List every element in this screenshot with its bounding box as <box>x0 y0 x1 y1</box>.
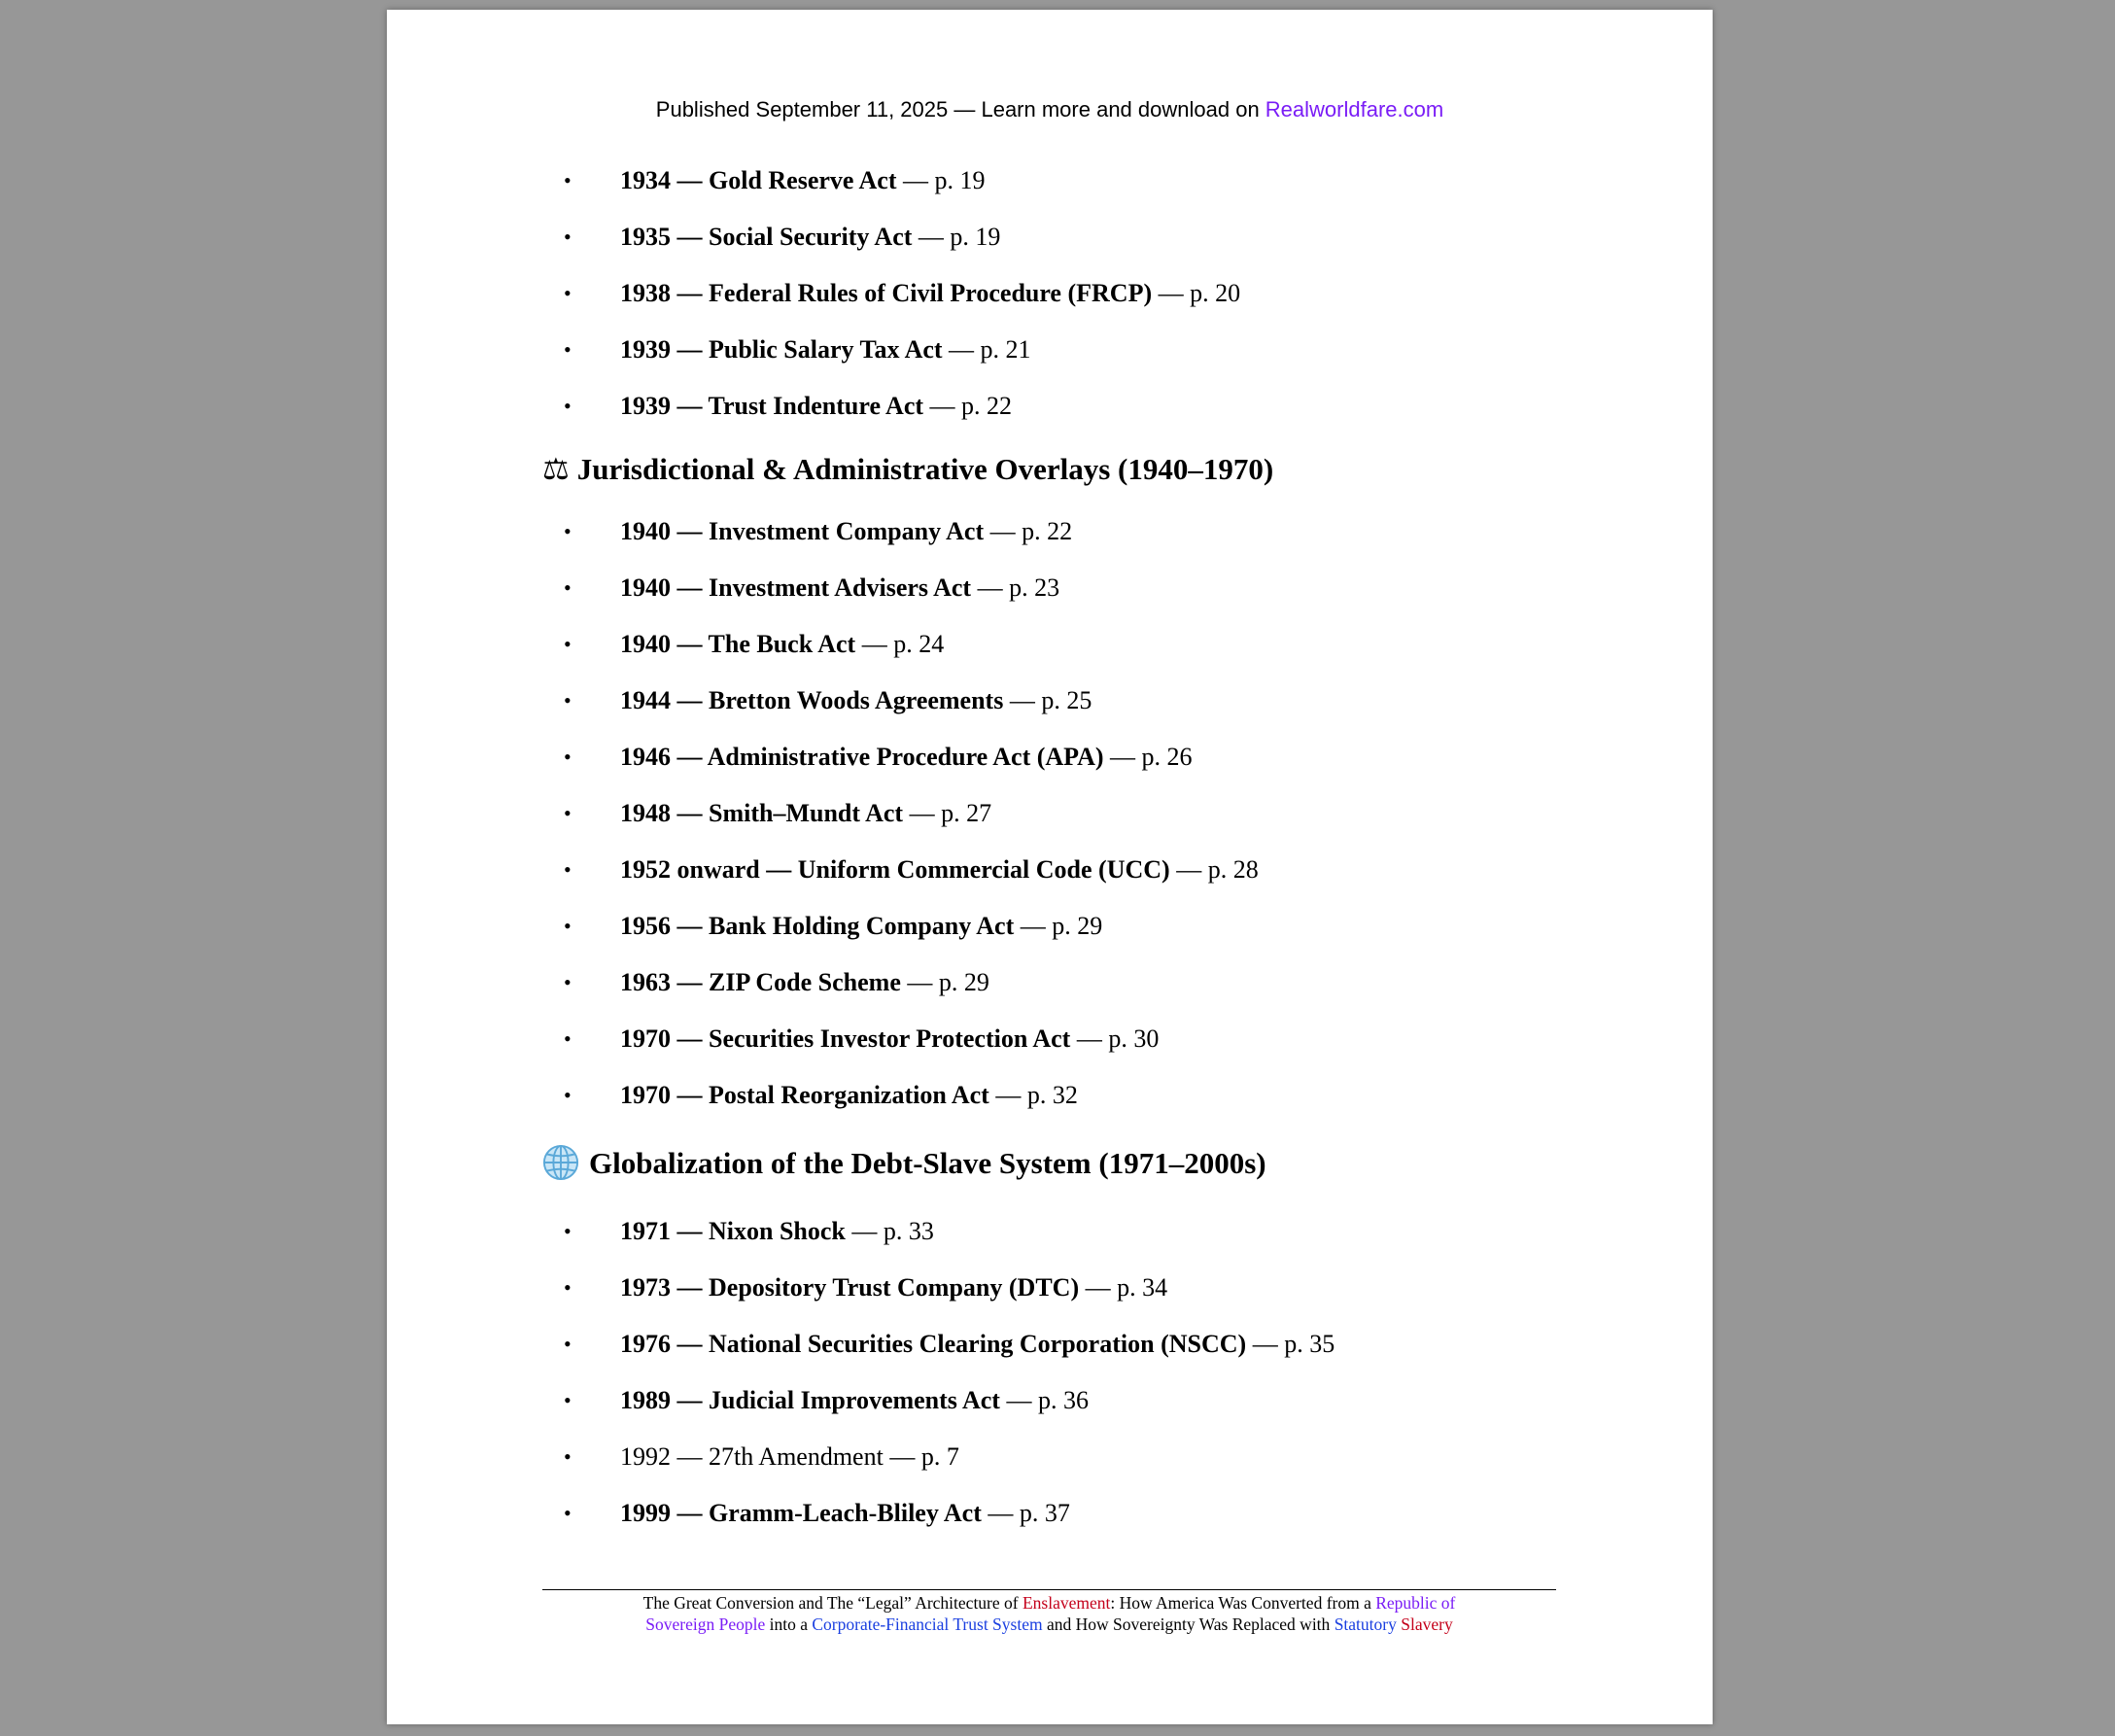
bullet: • <box>564 632 572 656</box>
bullet: • <box>564 1083 572 1107</box>
page-header <box>387 97 1713 122</box>
bullet: • <box>564 745 572 769</box>
section-title: Jurisdictional & Administrative Overlays (1940–1970) <box>576 452 1274 486</box>
bullet: • <box>564 394 572 418</box>
bullet: • <box>564 1275 572 1300</box>
bullet: • <box>564 519 572 543</box>
page-footer: The Great Conversion and The “Legal” Architecture of Enslavement: How America Was Converted from a Republic of Sovereign People into a Corporate-Financial Trust System and How Sovereignty Was Replaced with Statutory Slavery <box>642 1593 1456 1634</box>
document-page: Published September 11, 2025 — Learn more and download on Realworldfare.com • 1934 — Gold Reserve Act — p. 19 • 1935 — Social Security Act — p. 19 • 1938 — Federal Rules of Civil Procedure (FRCP) — p. 20 • 1939 — Public Salary Tax Act — p. 21 • 1939 — Trust Indenture Act — p. 22 ⚖ Jurisdictional & Administrative Overlays (1940–1970) • 1940 — Investment Company Act — p. 22 • 1940 — Investment Advisers Act — p. 23 • 1940 — The Buck Act — p. 24 • 1944 — Bretton Woods Agreements — p. 25 • 1946 — Administrative Procedure Act (APA) — p. 26 • 1948 — Smith–Mundt Act — p. 27 • 1952 onward — Uniform Commercial Code (UCC) — p. 28 • 1956 — Bank Holding Company Act — p. 29 • 1963 — ZIP Code Scheme — p. 29 • 1970 — Securities Investor Protection Act — p. 30 • 1970 — Postal Reorganization Act — p. 32 Globalization of the Debt-Slave System (1971–2000s) • 1971 — Nixon Shock — p. 33 • 1973 — Depository Trust Company (DTC) — p. 34 • 1976 — National Securities Clearing Corporation (NSCC) — p. 35 • 1989 — Judicial Improvements Act — p. 36 • 1992 — 27th Amendment — p. 7 • 1999 — Gramm-Leach-Bliley Act — p. 37 The Great Conversion and The “Legal” Architecture of Enslavement: How America Was Converted from a Republic of Sovereign People into a Corporate-Financial Trust System and How Sovereignty Was Replaced with Statutory Slavery <box>387 10 1713 1724</box>
bullet: • <box>564 337 572 362</box>
bullet: • <box>564 801 572 825</box>
bullet: • <box>564 688 572 712</box>
bullet: • <box>564 281 572 305</box>
section-heading-globalization <box>542 1142 1266 1185</box>
section-title: Globalization of the Debt-Slave System (1971–2000s) <box>589 1146 1266 1180</box>
bullet: • <box>564 575 572 600</box>
footer-divider <box>542 1589 1556 1590</box>
globe-icon <box>542 1144 579 1181</box>
bullet: • <box>564 1444 572 1469</box>
bullet: • <box>564 914 572 938</box>
bullet: • <box>564 857 572 882</box>
scales-icon: ⚖ <box>542 452 570 486</box>
bullet: • <box>564 168 572 192</box>
section-heading-jurisdictional <box>542 448 1273 491</box>
bullet: • <box>564 1026 572 1051</box>
bullet: • <box>564 225 572 249</box>
header-link[interactable]: Realworldfare.com <box>1265 97 1444 122</box>
bullet: • <box>564 1219 572 1243</box>
bullet: • <box>564 1501 572 1525</box>
bullet: • <box>564 1388 572 1412</box>
bullet: • <box>564 970 572 994</box>
bullet: • <box>564 1332 572 1356</box>
header-text: Published September 11, 2025 — Learn more and download on <box>655 97 1266 122</box>
